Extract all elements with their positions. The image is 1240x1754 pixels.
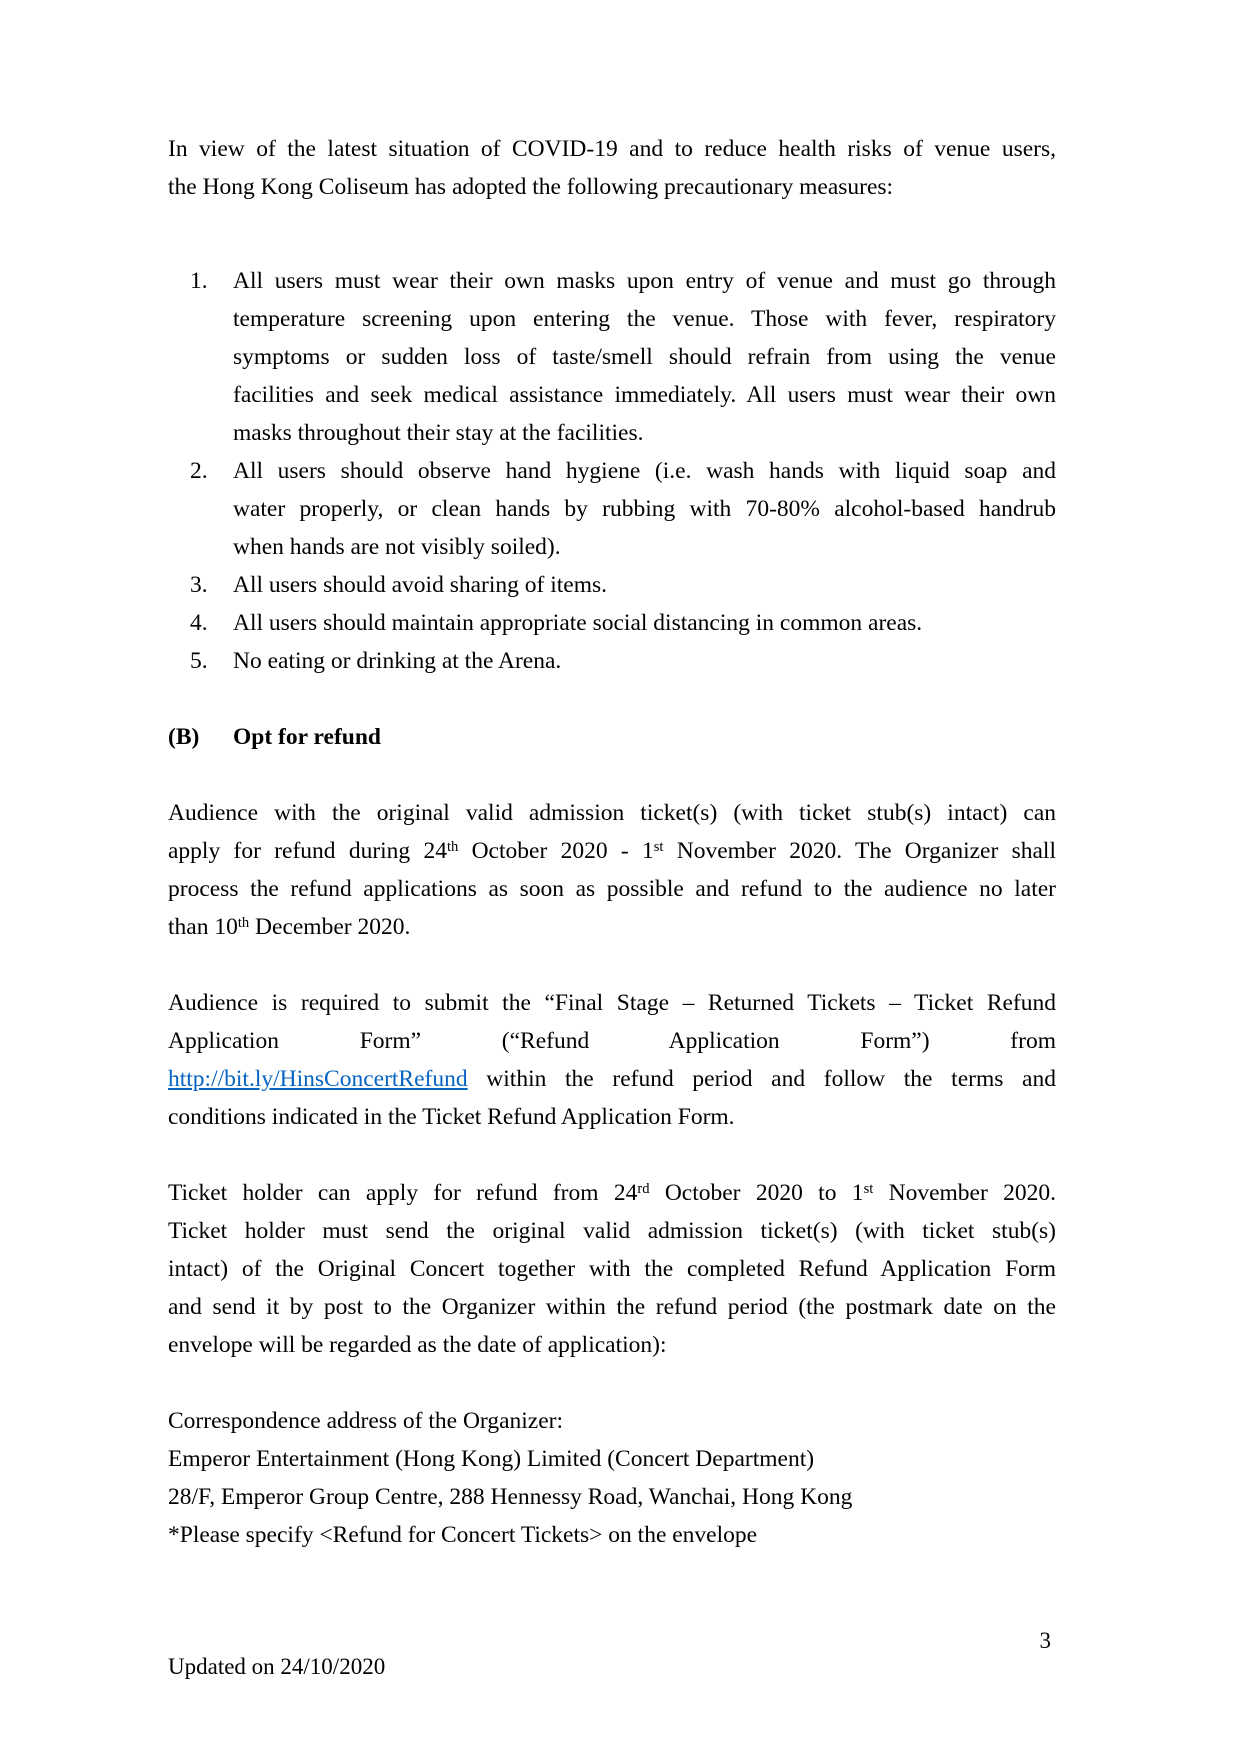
list-item	[168, 604, 1056, 642]
text-line: process the refund applications as soon as possible and refund to the audience no later	[168, 876, 1056, 902]
text-line: All users must wear their own masks upon entry of venue and must go through	[233, 268, 1056, 294]
intro-paragraph	[168, 130, 1056, 206]
text-line: All users should maintain appropriate social distancing in common areas.	[233, 610, 923, 636]
text-line: temperature screening upon entering the venue. Those with fever, respiratory	[233, 306, 1056, 332]
list-item	[168, 642, 1056, 680]
list-item-number: 2.	[190, 458, 208, 484]
list-item-number: 3.	[190, 572, 208, 598]
text-line: In view of the latest situation of COVID-19 and to reduce health risks of venue users,	[168, 136, 1056, 162]
text-line: the Hong Kong Coliseum has adopted the following precautionary measures:	[168, 174, 894, 200]
text-line: than 10th December 2020.	[168, 914, 411, 940]
text-line: All users should observe hand hygiene (i.e. wash hands with liquid soap and	[233, 458, 1056, 484]
text-line: Emperor Entertainment (Hong Kong) Limited (Concert Department)	[168, 1446, 815, 1472]
text-line: conditions indicated in the Ticket Refund Application Form.	[168, 1104, 735, 1130]
paragraph-spacer	[168, 756, 1056, 794]
list-item	[168, 452, 1056, 566]
section-b-label: (B)	[168, 724, 200, 750]
text-line: Ticket holder must send the original valid admission ticket(s) (with ticket stub(s)	[168, 1218, 1056, 1244]
text-line: Audience with the original valid admission ticket(s) (with ticket stub(s) intact) can	[168, 800, 1056, 826]
ordinal-superscript: rd	[637, 1180, 650, 1197]
ordinal-superscript: th	[237, 914, 250, 931]
ordinal-superscript: st	[653, 838, 664, 855]
application-form-paragraph	[168, 984, 1056, 1136]
paragraph-spacer	[168, 946, 1056, 984]
paragraph-spacer	[168, 206, 1056, 262]
text-line: water properly, or clean hands by rubbing with 70-80% alcohol-based handrub	[233, 496, 1056, 522]
measures-list	[168, 262, 1056, 680]
text-line: All users should avoid sharing of items.	[233, 572, 608, 598]
section-b-heading	[168, 718, 1056, 756]
section-b-title: Opt for refund	[233, 724, 381, 750]
text-line: *Please specify <Refund for Concert Tickets> on the envelope	[168, 1522, 758, 1548]
text-line: Audience is required to submit the “Final Stage – Returned Tickets – Ticket Refund	[168, 990, 1056, 1016]
ordinal-superscript: th	[446, 838, 459, 855]
text-line: No eating or drinking at the Arena.	[233, 648, 562, 674]
address-block	[168, 1402, 1056, 1554]
text-line: Application Form” (“Refund Application Form”) from	[168, 1028, 1056, 1054]
text-line: when hands are not visibly soiled).	[233, 534, 561, 560]
paragraph-spacer	[168, 680, 1056, 718]
list-item-number: 1.	[190, 268, 208, 294]
paragraph-spacer	[168, 1364, 1056, 1402]
refund-window-paragraph	[168, 794, 1056, 946]
text-line: facilities and seek medical assistance immediately. All users must wear their own	[233, 382, 1056, 408]
text-line: 28/F, Emperor Group Centre, 288 Hennessy Road, Wanchai, Hong Kong	[168, 1484, 853, 1510]
updated-note: Updated on 24/10/2020	[168, 1654, 386, 1679]
list-item-number: 4.	[190, 610, 208, 636]
text-line: Ticket holder can apply for refund from 24rd October 2020 to 1st November 2020.	[168, 1180, 1057, 1206]
paragraph-spacer	[168, 1136, 1056, 1174]
text-line: Correspondence address of the Organizer:	[168, 1408, 564, 1434]
list-item-number: 5.	[190, 648, 208, 674]
text-line: and send it by post to the Organizer within the refund period (the postmark date on the	[168, 1294, 1056, 1320]
text-line: envelope will be regarded as the date of application):	[168, 1332, 667, 1358]
ordinal-superscript: st	[863, 1180, 874, 1197]
page-number: 3	[1039, 1628, 1051, 1653]
postal-application-paragraph	[168, 1174, 1056, 1364]
text-line: apply for refund during 24th October 2020 - 1st November 2020. The Organizer shall	[168, 838, 1056, 864]
list-item	[168, 262, 1056, 452]
text-line: intact) of the Original Concert together with the completed Refund Application Form	[168, 1256, 1056, 1282]
list-item	[168, 566, 1056, 604]
text-line: http://bit.ly/HinsConcertRefund within the refund period and follow the terms and	[168, 1066, 1056, 1092]
text-line: masks throughout their stay at the facilities.	[233, 420, 644, 446]
refund-form-link[interactable]: http://bit.ly/HinsConcertRefund	[168, 1066, 468, 1092]
text-line: symptoms or sudden loss of taste/smell should refrain from using the venue	[233, 344, 1056, 370]
